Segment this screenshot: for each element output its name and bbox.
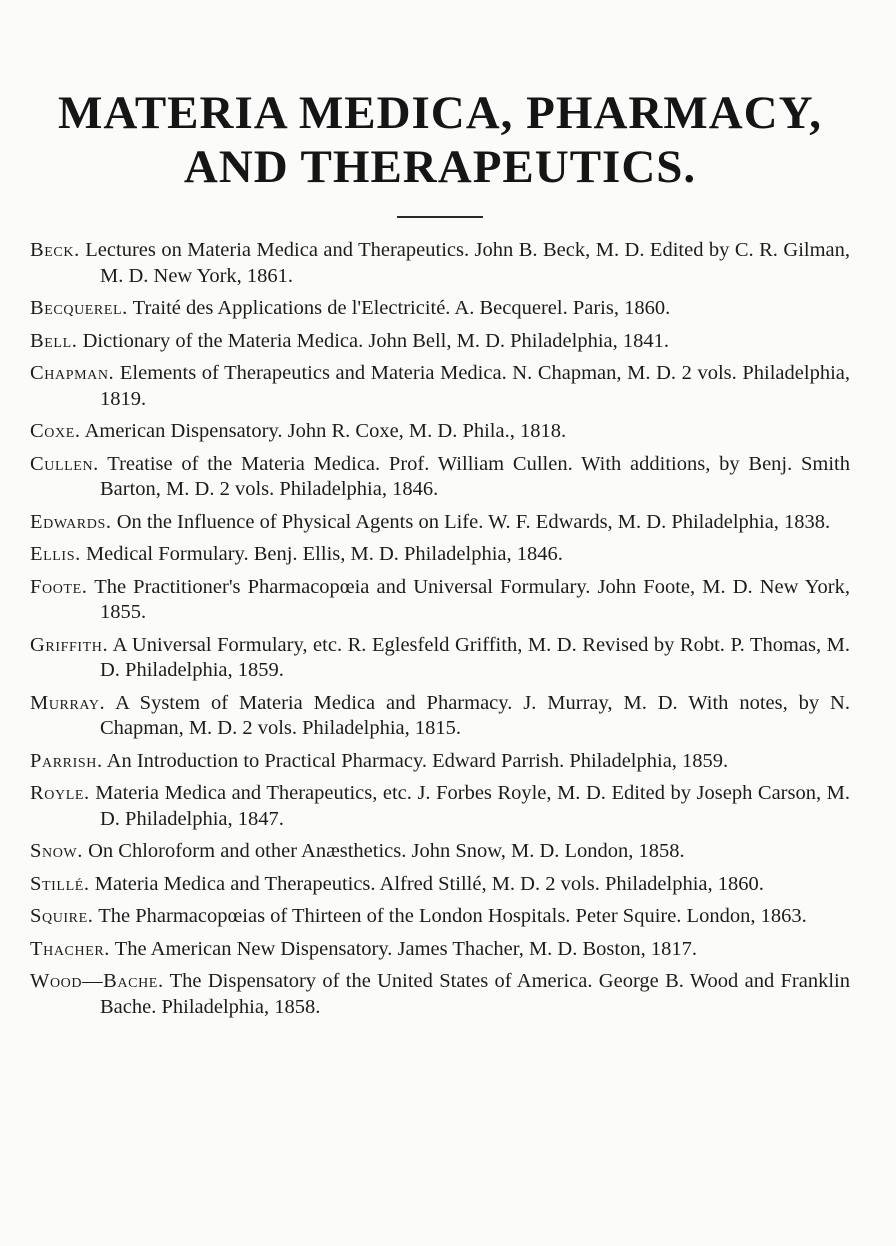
bibliography-entry (30, 542, 850, 568)
entry-author: Becquerel. (30, 297, 128, 319)
entry-text: A Universal Formulary, etc. R. Eglesfeld Griffith, M. D. Revised by Robt. P. Thomas, M. D. Philadelphia, 1859. (100, 633, 851, 681)
entry-text: A System of Materia Medica and Pharmacy. J. Murray, M. D. With notes, by N. Chapman, M. D. 2 vols. Philadelphia, 1815. (100, 691, 850, 739)
title-line-2: AND THERAPEUTICS. (183, 141, 697, 193)
entry-text: On Chloroform and other Anæsthetics. John Snow, M. D. London, 1858. (88, 840, 685, 862)
entry-author: Stillé. (30, 872, 90, 895)
entry-author: Royle. (30, 782, 90, 804)
entry-text: The American New Dispensatory. James Thacher, M. D. Boston, 1817. (114, 937, 697, 960)
entry-author: Cullen. (30, 452, 99, 475)
bibliography-entry (30, 296, 850, 322)
bibliography-list (30, 238, 850, 1020)
entry-author: Snow. (30, 840, 83, 862)
entry-text: Medical Formulary. Benj. Ellis, M. D. Philadelphia, 1846. (85, 543, 563, 565)
bibliography-entry (30, 904, 850, 930)
entry-text: American Dispensatory. John R. Coxe, M. D. Phila., 1818. (84, 420, 567, 442)
entry-author: Squire. (30, 905, 94, 927)
entry-author: Beck. (30, 239, 80, 261)
entry-author: Edwards. (30, 510, 112, 533)
bibliography-entry (30, 781, 850, 832)
bibliography-entry (30, 872, 850, 898)
entry-author: Ellis. (30, 543, 81, 565)
bibliography-entry (30, 419, 850, 445)
bibliography-entry (30, 937, 850, 963)
entry-text: Traité des Applications de l'Electricité. A. Becquerel. Paris, 1860. (132, 297, 671, 319)
entry-author: Parrish. (30, 749, 103, 772)
bibliography-entry (30, 329, 850, 355)
entry-author: Griffith. (30, 633, 109, 656)
entry-author: Thacher. (30, 937, 111, 960)
title-line-1: MATERIA MEDICA, PHARMACY, (58, 87, 822, 139)
entry-author: Wood—Bache. (30, 970, 164, 992)
entry-text: The Pharmacopœias of Thirteen of the London Hospitals. Peter Squire. London, 1863. (98, 905, 807, 927)
entry-author: Bell. (30, 329, 78, 352)
entry-text: Materia Medica and Therapeutics, etc. J. Forbes Royle, M. D. Edited by Joseph Carson, M. D. Philadelphia, 1847. (95, 782, 850, 830)
entry-text: Lectures on Materia Medica and Therapeutics. John B. Beck, M. D. Edited by C. R. Gilman, M. D. New York, 1861. (85, 239, 851, 287)
bibliography-entry (30, 452, 850, 503)
bibliography-entry (30, 361, 850, 412)
bibliography-entry (30, 633, 850, 684)
entry-text: Treatise of the Materia Medica. Prof. William Cullen. With additions, by Benj. Smith Barton, M. D. 2 vols. Philadelphia, 1846. (100, 452, 851, 500)
entry-text: An Introduction to Practical Pharmacy. Edward Parrish. Philadelphia, 1859. (106, 749, 729, 772)
entry-text: Elements of Therapeutics and Materia Medica. N. Chapman, M. D. 2 vols. Philadelphia, 1819. (100, 362, 850, 410)
entry-text: Dictionary of the Materia Medica. John Bell, M. D. Philadelphia, 1841. (82, 329, 669, 352)
bibliography-entry (30, 691, 850, 742)
bibliography-entry (30, 749, 850, 775)
bibliography-entry (30, 510, 850, 536)
bibliography-entry (30, 839, 850, 865)
title-divider (397, 216, 483, 218)
entry-author: Murray. (30, 691, 106, 714)
entry-text: On the Influence of Physical Agents on Life. W. F. Edwards, M. D. Philadelphia, 1838. (116, 510, 831, 533)
page-title (30, 86, 850, 194)
entry-text: The Dispensatory of the United States of America. George B. Wood and Franklin Bache. Philadelphia, 1858. (100, 970, 850, 1018)
entry-author: Coxe. (30, 420, 81, 442)
bibliography-entry (30, 575, 850, 626)
entry-text: The Practitioner's Pharmacopœia and Universal Formulary. John Foote, M. D. New York, 1855. (94, 575, 850, 623)
entry-author: Chapman. (30, 362, 115, 384)
bibliography-entry (30, 238, 850, 289)
bibliography-entry (30, 969, 850, 1020)
entry-author: Foote. (30, 575, 88, 598)
entry-text: Materia Medica and Therapeutics. Alfred Stillé, M. D. 2 vols. Philadelphia, 1860. (94, 872, 764, 895)
